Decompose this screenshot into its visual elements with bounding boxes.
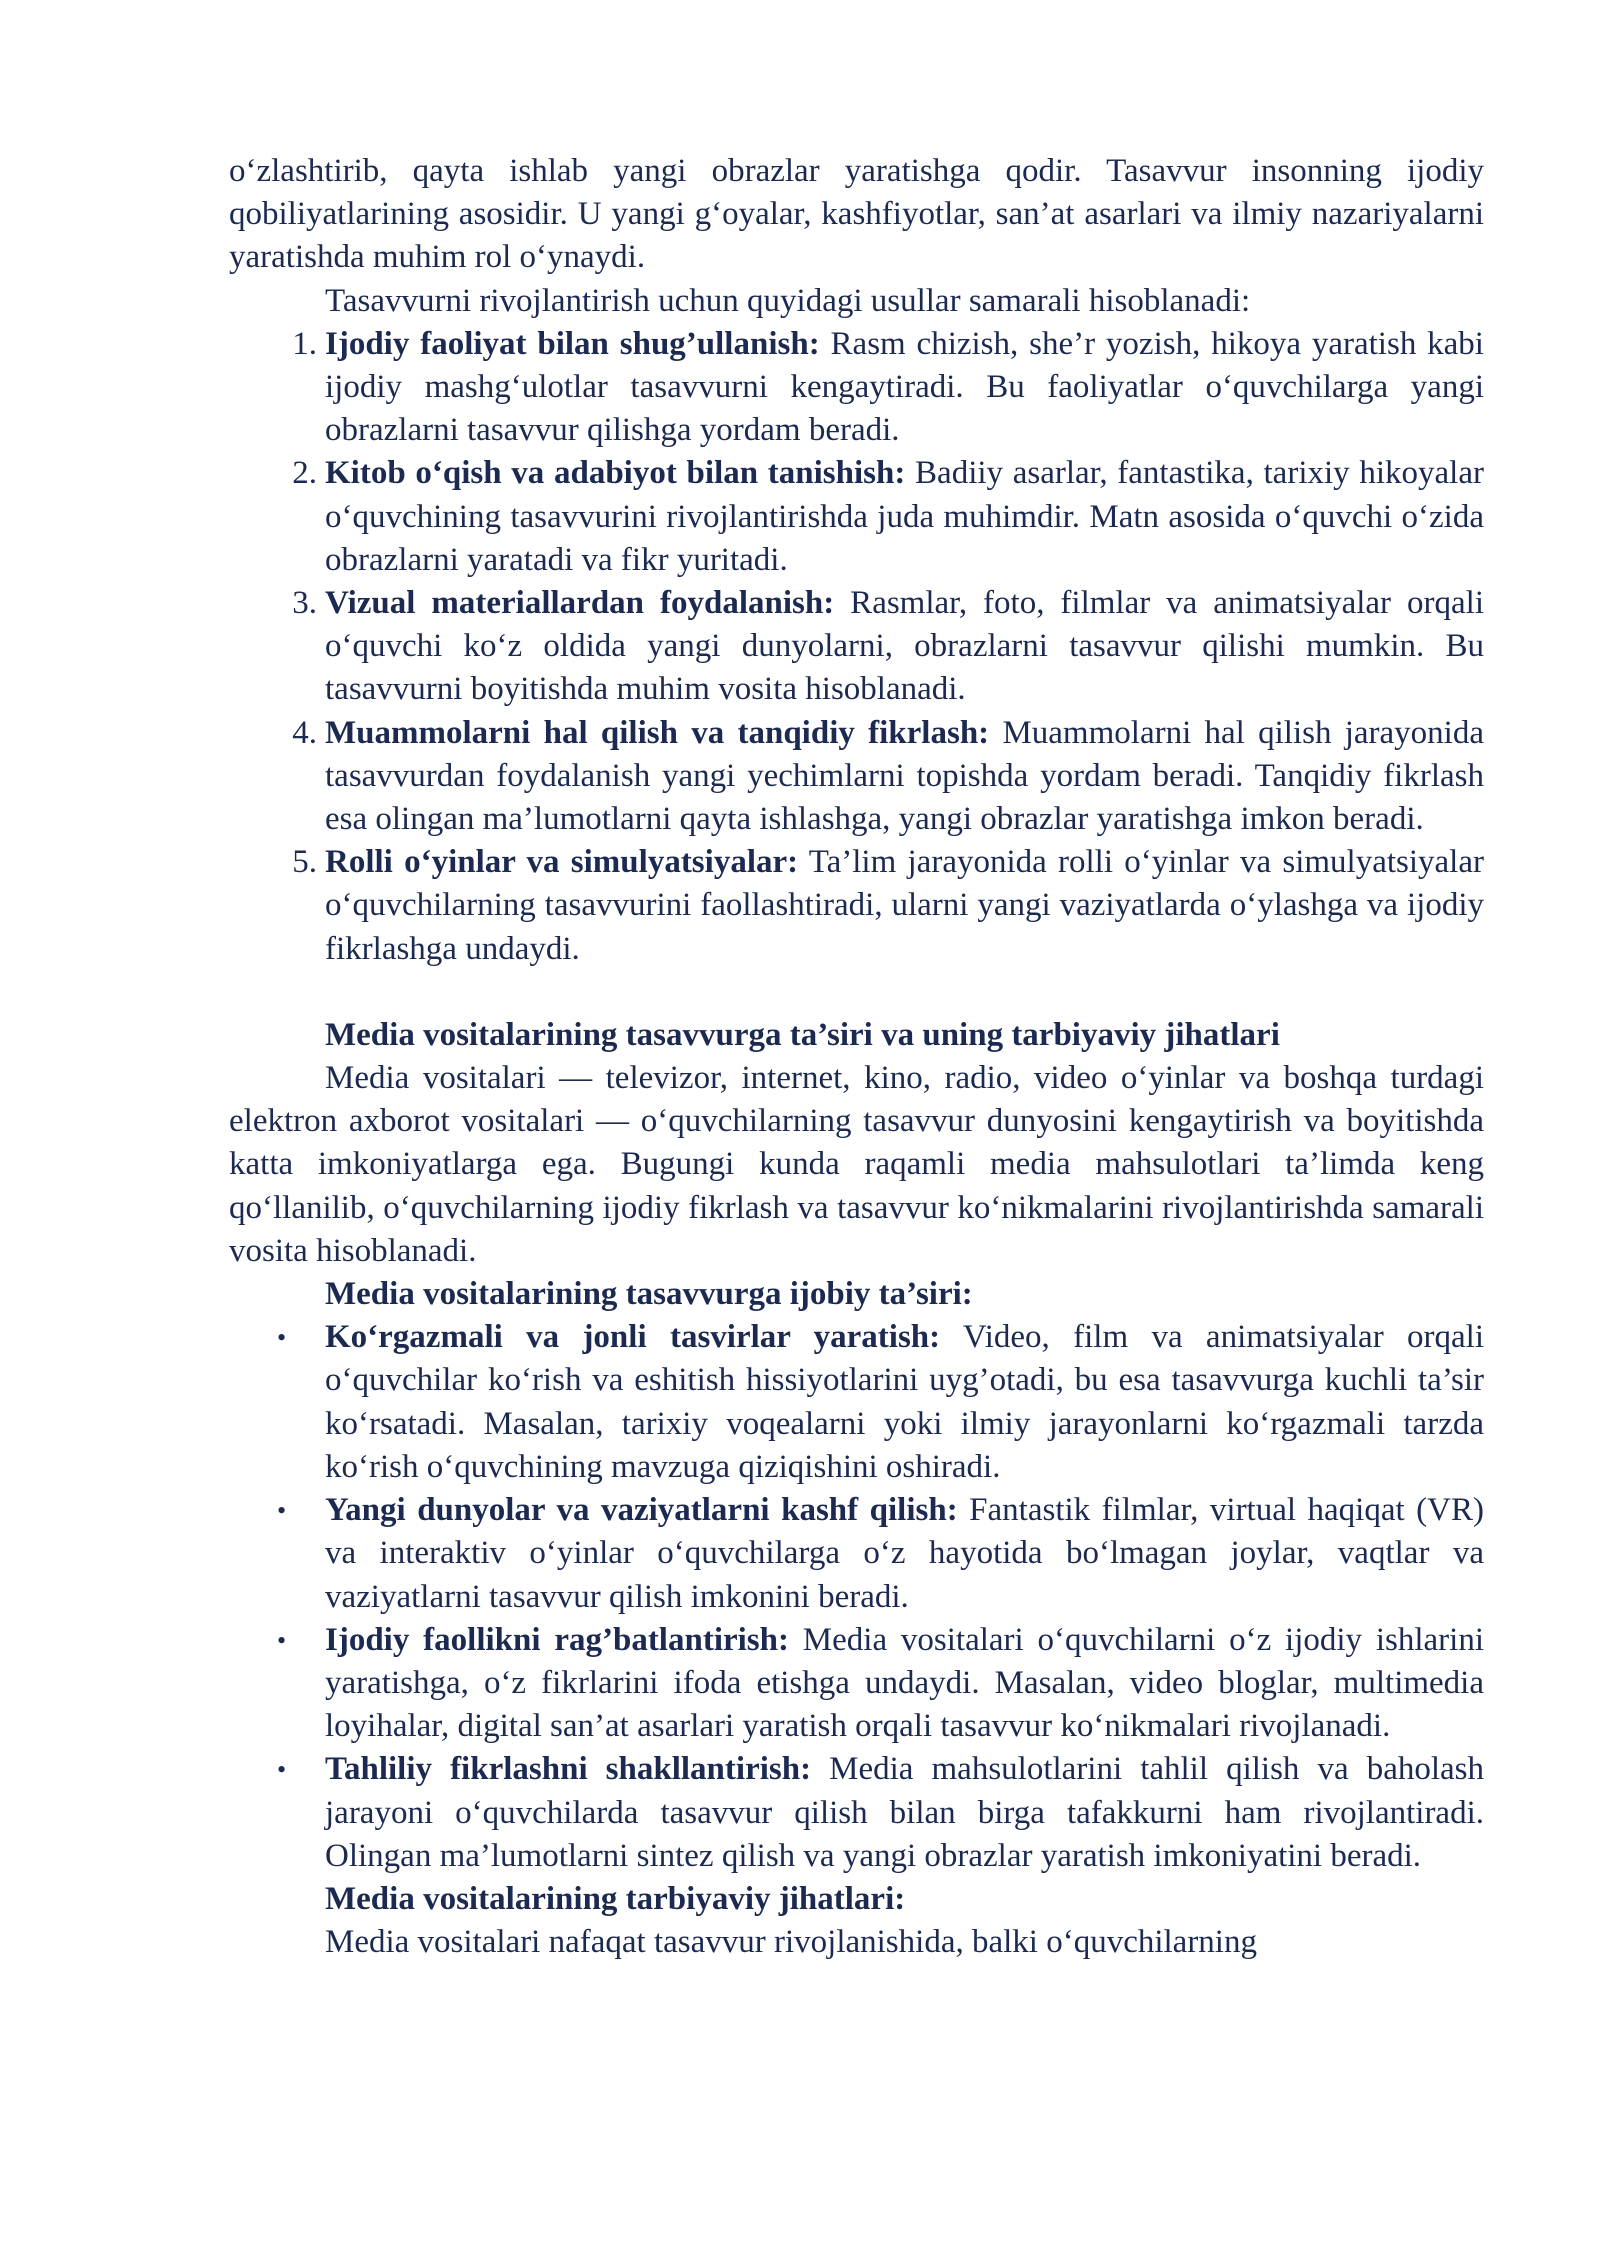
section-paragraph: Media vositalari — televizor, internet, kino, radio, video o‘yinlar va boshqa turdagi elektron axborot vositalari — o‘quvchilarning tasavvur dunyosini kengaytirish va boyitishda katta imkoniyatlarga ega. Bugungi kunda raqamli media mahsulotlari ta’limda keng qo‘llanilib, o‘quvchilarning ijodiy fikrlash va tasavvur ko‘nikmalarini rivojlantirishda samarali vosita hisoblanadi.	[229, 1060, 1484, 1269]
list-number: 5.	[292, 844, 317, 881]
bullet-icon: •	[277, 1625, 287, 1655]
list-number: 3.	[292, 585, 317, 622]
list-item	[229, 1748, 1484, 1878]
educational-heading: Media vositalarining tarbiyaviy jihatlari:	[325, 1880, 906, 1917]
list-item	[229, 1316, 1484, 1489]
item-term: Rolli o‘yinlar va simulyatsiyalar:	[325, 844, 799, 881]
item-text: Rasmlar, foto, filmlar va animatsiyalar orqali o‘quvchi ko‘z oldida yangi dunyolarni, obrazlarni tasavvur qilishi mumkin. Bu tasavvurni boyitishda muhim vosita hisoblanadi.	[325, 585, 1484, 708]
item-text: Rasm chizish, she’r yozish, hikoya yaratish kabi ijodiy mashg‘ulotlar tasavvurni kengaytiradi. Bu faoliyatlar o‘quvchilarga yangi obrazlarni tasavvur qilishga yordam beradi.	[325, 325, 1484, 449]
item-term: Muammolarni hal qilish va tanqidiy fikrlash:	[325, 714, 990, 751]
item-term: Kitob o‘qish va adabiyot bilan tanishish:	[325, 455, 906, 492]
list-item	[229, 582, 1484, 712]
item-text: Media mahsulotlarini tahlil qilish va baholash jarayoni o‘quvchilarda tasavvur qilish bilan birga tafakkurni ham rivojlantiradi. Olingan ma’lumotlarni sintez qilish va yangi obrazlar yaratish imkoniyatini beradi.	[325, 1751, 1485, 1874]
list-item	[229, 1619, 1484, 1749]
list-number: 2.	[292, 455, 317, 492]
item-text: Media vositalari o‘quvchilarni o‘z ijodiy ishlarini yaratishga, o‘z fikrlarini ifoda etishga undaydi. Masalan, video bloglar, multimedia loyihalar, digital san’at asarlari yaratish orqali tasavvur ko‘nikmalari rivojlanadi.	[325, 1621, 1484, 1745]
bullet-icon: •	[277, 1755, 287, 1785]
spacer	[229, 971, 1484, 1014]
item-term: Vizual materiallardan foydalanish:	[325, 585, 835, 622]
item-text: Fantastik filmlar, virtual haqiqat (VR) va interaktiv o‘yinlar o‘quvchilarga o‘z hayotida bo‘lmagan joylar, vaqtlar va vaziyatlarni tasavvur qilish imkonini beradi.	[325, 1492, 1484, 1615]
intro-paragraph: o‘zlashtirib, qayta ishlab yangi obrazlar yaratishga qodir. Tasavvur insonning ijodiy qobiliyatlarining asosidir. U yangi g‘oyalar, kashfiyotlar, san’at asarlari va ilmiy nazariyalarni yaratishda muhim rol o‘ynaydi.	[229, 153, 1484, 276]
item-text: Ta’lim jarayonida rolli o‘yinlar va simulyatsiyalar o‘quvchilarning tasavvurini faollashtiradi, ularni yangi vaziyatlarda o‘ylashga va ijodiy fikrlashga undaydi.	[325, 844, 1484, 967]
section-title: Media vositalarining tasavvurga ta’siri va uning tarbiyaviy jihatlari	[325, 1016, 1280, 1053]
list-number: 4.	[292, 714, 317, 751]
document-page	[229, 150, 1484, 1964]
bullet-icon: •	[277, 1496, 287, 1526]
list-item	[229, 1489, 1484, 1619]
list-number: 1.	[292, 325, 317, 362]
bullet-icon: •	[277, 1323, 287, 1353]
item-text: Badiiy asarlar, fantastika, tarixiy hikoyalar o‘quvchining tasavvurini rivojlantirishda juda muhimdir. Matn asosida o‘quvchi o‘zida obrazlarni yaratadi va fikr yuritadi.	[325, 455, 1484, 578]
item-term: Ijodiy faoliyat bilan shug’ullanish:	[325, 325, 820, 362]
item-text: Video, film va animatsiyalar orqali o‘quvchilar ko‘rish va eshitish hissiyotlarini uyg’otadi, bu esa tasavvurga kuchli ta’sir ko‘rsatadi. Masalan, tarixiy voqealarni yoki ilmiy jarayonlarni ko‘rgazmali tarzda ko‘rish o‘quvchining mavzuga qiziqishini oshiradi.	[325, 1319, 1484, 1485]
positive-list	[229, 1316, 1484, 1878]
list-item	[229, 712, 1484, 842]
item-text: Muammolarni hal qilish jarayonida tasavvurdan foydalanish yangi yechimlarni topishda yordam beradi. Tanqidiy fikrlash esa olingan ma’lumotlarni qayta ishlashga, yangi obrazlar yaratishga imkon beradi.	[325, 714, 1484, 838]
methods-intro: Tasavvurni rivojlantirish uchun quyidagi usullar samarali hisoblanadi:	[325, 282, 1251, 319]
list-item	[229, 452, 1484, 582]
list-item	[229, 841, 1484, 971]
item-term: Ijodiy faollikni rag’batlantirish:	[325, 1621, 789, 1658]
list-item	[229, 323, 1484, 453]
item-term: Ko‘rgazmali va jonli tasvirlar yaratish:	[325, 1319, 941, 1356]
positive-heading: Media vositalarining tasavvurga ijobiy ta’siri:	[325, 1276, 973, 1313]
methods-list	[229, 323, 1484, 971]
item-term: Tahliliy fikrlashni shakllantirish:	[325, 1751, 812, 1788]
item-term: Yangi dunyolar va vaziyatlarni kashf qilish:	[325, 1492, 958, 1529]
educational-paragraph: Media vositalari nafaqat tasavvur rivojlanishida, balki o‘quvchilarning	[325, 1924, 1257, 1961]
